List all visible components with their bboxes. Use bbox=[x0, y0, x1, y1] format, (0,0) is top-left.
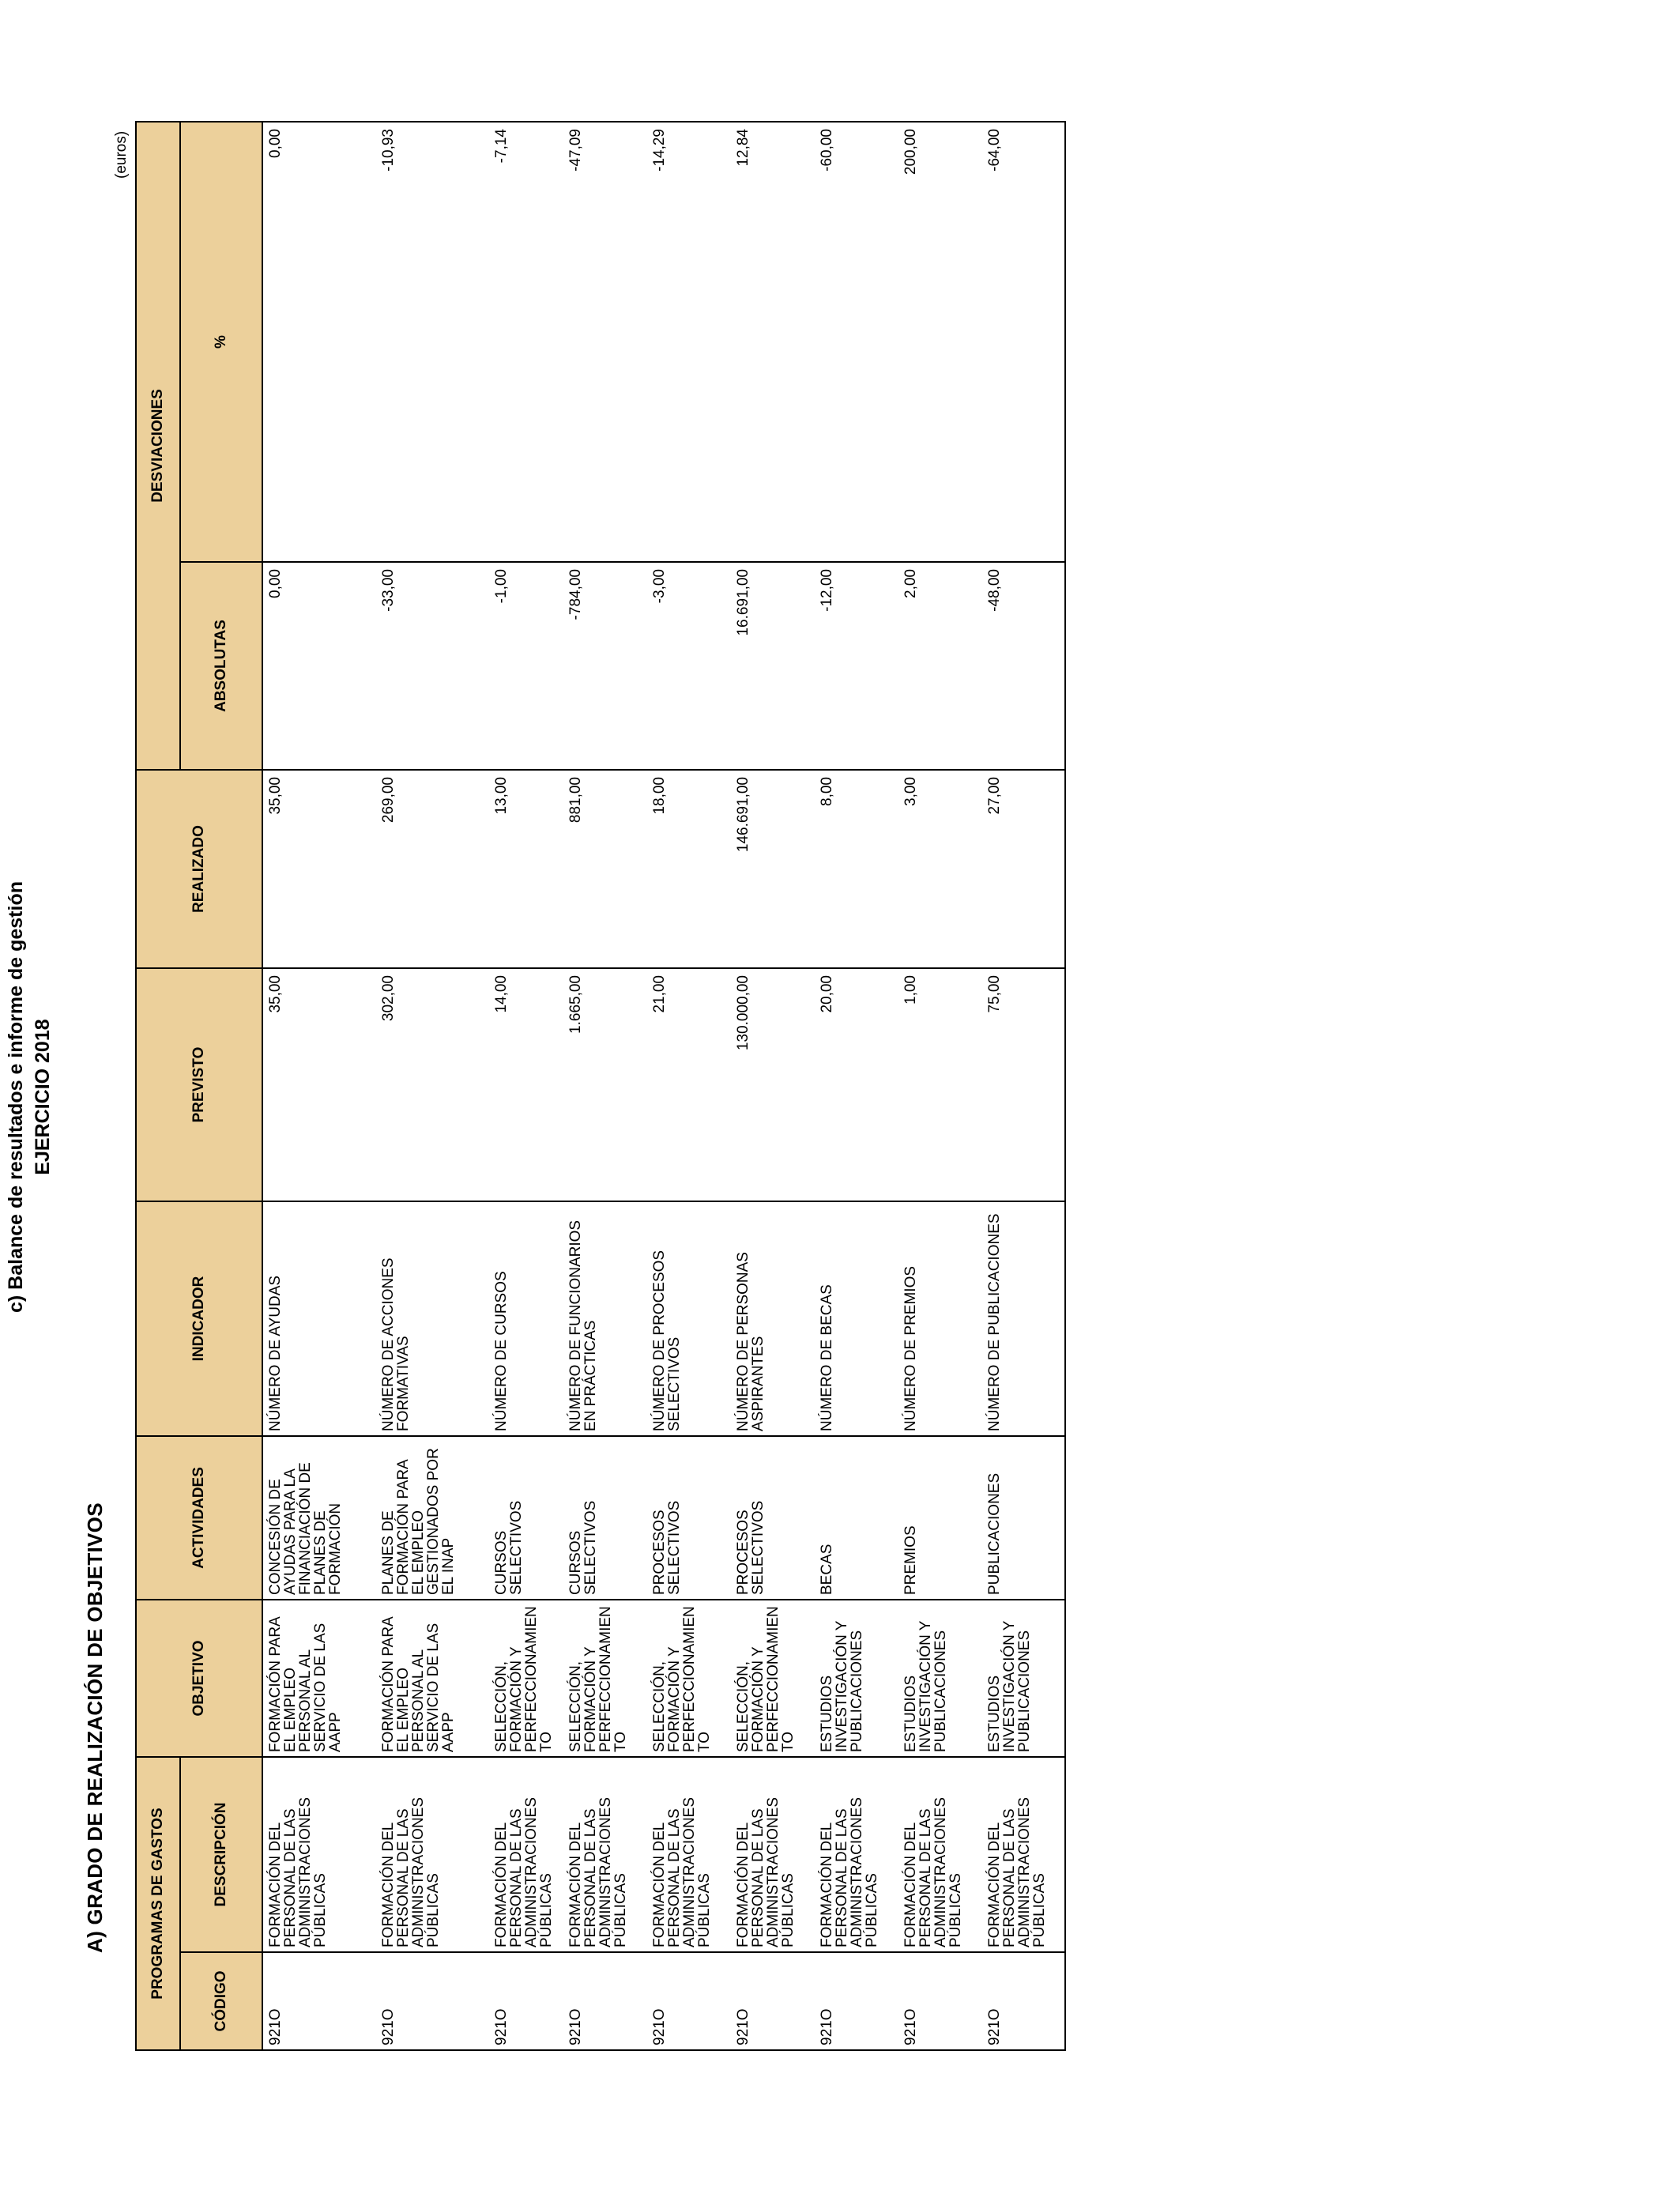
cell-realizado: 13,00 bbox=[489, 770, 563, 968]
cell-descripcion: FORMACIÓN DEL PERSONAL DE LAS ADMINISTRACIONES PÚBLICAS bbox=[647, 1757, 731, 1952]
cell-descripcion: FORMACIÓN DEL PERSONAL DE LAS ADMINISTRACIONES PÚBLICAS bbox=[563, 1757, 647, 1952]
cell-descripcion: FORMACIÓN DEL PERSONAL DE LAS ADMINISTRACIONES PÚBLICAS bbox=[489, 1757, 563, 1952]
col-indicador: INDICADOR bbox=[136, 1201, 262, 1436]
cell-previsto: 302,00 bbox=[376, 968, 489, 1201]
cell-absolutas: 16.691,00 bbox=[731, 562, 815, 770]
table-row bbox=[898, 122, 982, 2050]
cell-realizado: 3,00 bbox=[898, 770, 982, 968]
cell-descripcion: FORMACIÓN DEL PERSONAL DE LAS ADMINISTRACIONES PÚBLICAS bbox=[731, 1757, 815, 1952]
cell-previsto: 1,00 bbox=[898, 968, 982, 1201]
cell-previsto: 75,00 bbox=[982, 968, 1065, 1201]
table-row bbox=[982, 122, 1065, 2050]
cell-indicador: NÚMERO DE FUNCIONARIOS EN PRÁCTICAS bbox=[563, 1201, 647, 1436]
cell-codigo: 921O bbox=[982, 1952, 1065, 2050]
cell-previsto: 21,00 bbox=[647, 968, 731, 1201]
cell-porcentaje: 12,84 bbox=[731, 122, 815, 562]
col-descripcion: DESCRIPCIÓN bbox=[180, 1757, 262, 1952]
col-codigo: CÓDIGO bbox=[180, 1952, 262, 2050]
table-row bbox=[731, 122, 815, 2050]
cell-codigo: 921O bbox=[898, 1952, 982, 2050]
cell-actividades: PUBLICACIONES bbox=[982, 1436, 1065, 1600]
cell-actividades: PREMIOS bbox=[898, 1436, 982, 1600]
cell-absolutas: -1,00 bbox=[489, 562, 563, 770]
cell-absolutas: -33,00 bbox=[376, 562, 489, 770]
page-title: c) Balance de resultados e informe de gestión bbox=[5, 881, 27, 1313]
cell-actividades: CURSOS SELECTIVOS bbox=[563, 1436, 647, 1600]
cell-indicador: NÚMERO DE BECAS bbox=[815, 1201, 898, 1436]
cell-porcentaje: 200,00 bbox=[898, 122, 982, 562]
cell-actividades: CONCESIÓN DE AYUDAS PARA LA FINANCIACIÓN DE PLANES DE FORMACIÓN bbox=[262, 1436, 376, 1600]
cell-codigo: 921O bbox=[731, 1952, 815, 2050]
cell-absolutas: -784,00 bbox=[563, 562, 647, 770]
cell-realizado: 269,00 bbox=[376, 770, 489, 968]
table-row bbox=[647, 122, 731, 2050]
currency-unit: (euros) bbox=[113, 130, 130, 179]
table-row bbox=[489, 122, 563, 2050]
cell-indicador: NÚMERO DE PERSONAS ASPIRANTES bbox=[731, 1201, 815, 1436]
cell-porcentaje: -47,09 bbox=[563, 122, 647, 562]
objectives-table bbox=[135, 121, 1066, 2051]
col-previsto: PREVISTO bbox=[136, 968, 262, 1201]
cell-realizado: 146.691,00 bbox=[731, 770, 815, 968]
table-row bbox=[376, 122, 489, 2050]
cell-objetivo: SELECCIÓN, FORMACIÓN Y PERFECCIONAMIENTO bbox=[489, 1600, 563, 1757]
cell-descripcion: FORMACIÓN DEL PERSONAL DE LAS ADMINISTRACIONES PÚBLICAS bbox=[982, 1757, 1065, 1952]
cell-codigo: 921O bbox=[489, 1952, 563, 2050]
col-objetivo: OBJETIVO bbox=[136, 1600, 262, 1757]
cell-absolutas: -48,00 bbox=[982, 562, 1065, 770]
group-header-programas: PROGRAMAS DE GASTOS bbox=[136, 1757, 180, 2050]
cell-actividades: PLANES DE FORMACIÓN PARA EL EMPLEO GESTIONADOS POR EL INAP bbox=[376, 1436, 489, 1600]
cell-objetivo: SELECCIÓN, FORMACIÓN Y PERFECCIONAMIENTO bbox=[563, 1600, 647, 1757]
cell-porcentaje: -7,14 bbox=[489, 122, 563, 562]
cell-descripcion: FORMACIÓN DEL PERSONAL DE LAS ADMINISTRACIONES PÚBLICAS bbox=[815, 1757, 898, 1952]
cell-previsto: 20,00 bbox=[815, 968, 898, 1201]
cell-porcentaje: 0,00 bbox=[262, 122, 376, 562]
col-actividades: ACTIVIDADES bbox=[136, 1436, 262, 1600]
cell-objetivo: ESTUDIOS INVESTIGACIÓN Y PUBLICACIONES bbox=[982, 1600, 1065, 1757]
cell-objetivo: SELECCIÓN, FORMACIÓN Y PERFECCIONAMIENTO bbox=[731, 1600, 815, 1757]
table-row bbox=[815, 122, 898, 2050]
cell-absolutas: 0,00 bbox=[262, 562, 376, 770]
cell-codigo: 921O bbox=[376, 1952, 489, 2050]
cell-realizado: 35,00 bbox=[262, 770, 376, 968]
cell-descripcion: FORMACIÓN DEL PERSONAL DE LAS ADMINISTRACIONES PÚBLICAS bbox=[898, 1757, 982, 1952]
cell-absolutas: -12,00 bbox=[815, 562, 898, 770]
cell-descripcion: FORMACIÓN DEL PERSONAL DE LAS ADMINISTRACIONES PÚBLICAS bbox=[376, 1757, 489, 1952]
cell-descripcion: FORMACIÓN DEL PERSONAL DE LAS ADMINISTRACIONES PÚBLICAS bbox=[262, 1757, 376, 1952]
table-row bbox=[563, 122, 647, 2050]
cell-indicador: NÚMERO DE PUBLICACIONES bbox=[982, 1201, 1065, 1436]
col-porcentaje: % bbox=[180, 122, 262, 562]
cell-realizado: 8,00 bbox=[815, 770, 898, 968]
group-header-desviaciones: DESVIACIONES bbox=[136, 122, 180, 770]
cell-absolutas: -3,00 bbox=[647, 562, 731, 770]
cell-objetivo: ESTUDIOS INVESTIGACIÓN Y PUBLICACIONES bbox=[898, 1600, 982, 1757]
cell-realizado: 881,00 bbox=[563, 770, 647, 968]
cell-actividades: BECAS bbox=[815, 1436, 898, 1600]
cell-codigo: 921O bbox=[262, 1952, 376, 2050]
cell-previsto: 14,00 bbox=[489, 968, 563, 1201]
cell-objetivo: ESTUDIOS INVESTIGACIÓN Y PUBLICACIONES bbox=[815, 1600, 898, 1757]
cell-porcentaje: -14,29 bbox=[647, 122, 731, 562]
section-title: A) GRADO DE REALIZACIÓN DE OBJETIVOS bbox=[83, 1502, 107, 1953]
cell-indicador: NÚMERO DE AYUDAS bbox=[262, 1201, 376, 1436]
cell-codigo: 921O bbox=[647, 1952, 731, 2050]
col-absolutas: ABSOLUTAS bbox=[180, 562, 262, 770]
cell-indicador: NÚMERO DE CURSOS bbox=[489, 1201, 563, 1436]
cell-indicador: NÚMERO DE PREMIOS bbox=[898, 1201, 982, 1436]
cell-porcentaje: -10,93 bbox=[376, 122, 489, 562]
cell-realizado: 27,00 bbox=[982, 770, 1065, 968]
cell-actividades: PROCESOS SELECTIVOS bbox=[731, 1436, 815, 1600]
cell-porcentaje: -60,00 bbox=[815, 122, 898, 562]
cell-previsto: 130.000,00 bbox=[731, 968, 815, 1201]
cell-previsto: 1.665,00 bbox=[563, 968, 647, 1201]
table-row bbox=[262, 122, 376, 2050]
cell-actividades: CURSOS SELECTIVOS bbox=[489, 1436, 563, 1600]
cell-indicador: NÚMERO DE PROCESOS SELECTIVOS bbox=[647, 1201, 731, 1436]
cell-objetivo: FORMACIÓN PARA EL EMPLEO PERSONAL AL SERVICIO DE LAS AAPP bbox=[262, 1600, 376, 1757]
cell-codigo: 921O bbox=[815, 1952, 898, 2050]
cell-objetivo: FORMACIÓN PARA EL EMPLEO PERSONAL AL SERVICIO DE LAS AAPP bbox=[376, 1600, 489, 1757]
col-realizado: REALIZADO bbox=[136, 770, 262, 968]
cell-previsto: 35,00 bbox=[262, 968, 376, 1201]
cell-indicador: NÚMERO DE ACCIONES FORMATIVAS bbox=[376, 1201, 489, 1436]
cell-actividades: PROCESOS SELECTIVOS bbox=[647, 1436, 731, 1600]
cell-realizado: 18,00 bbox=[647, 770, 731, 968]
cell-objetivo: SELECCIÓN, FORMACIÓN Y PERFECCIONAMIENTO bbox=[647, 1600, 731, 1757]
cell-absolutas: 2,00 bbox=[898, 562, 982, 770]
cell-porcentaje: -64,00 bbox=[982, 122, 1065, 562]
exercise-year: EJERCICIO 2018 bbox=[32, 1019, 54, 1175]
cell-codigo: 921O bbox=[563, 1952, 647, 2050]
